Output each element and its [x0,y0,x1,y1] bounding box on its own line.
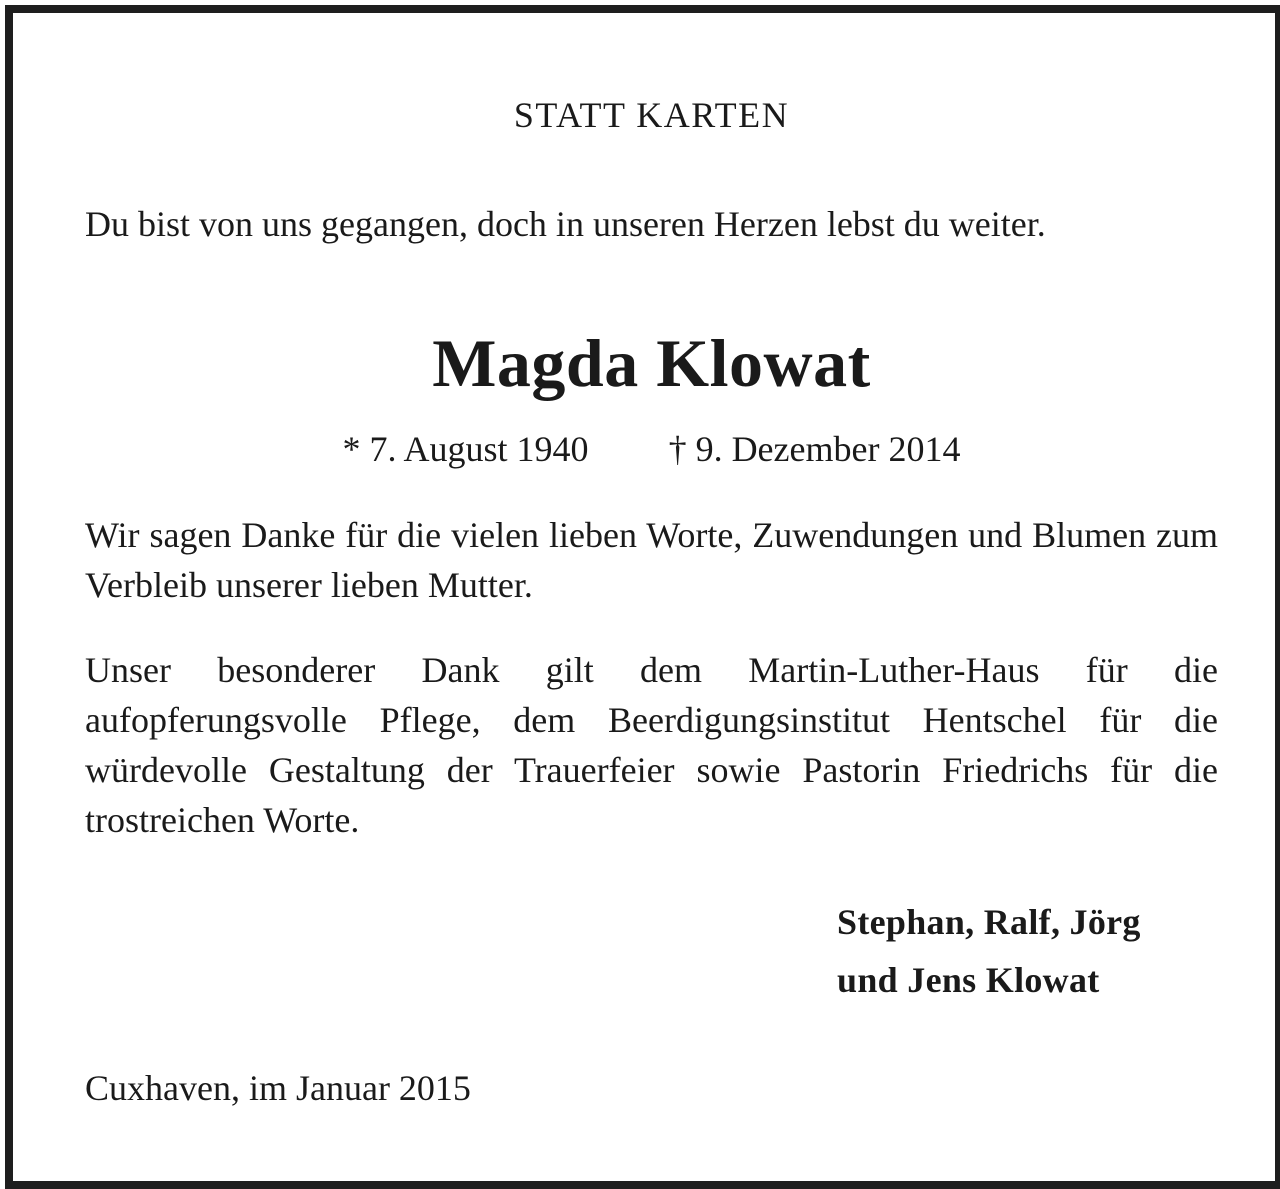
birth-date: * 7. August 1940 [342,429,589,469]
death-date: † 9. Dezember 2014 [668,429,961,469]
thanks-paragraph: Wir sagen Danke für die vielen lieben Worte, Zuwendungen und Blumen zum Verbleib unserer lieben Mutter. [85,515,1218,605]
signature [837,893,1141,1009]
special-thanks-paragraph: Unser besonderer Dank gilt dem Martin-Luther-Haus für die aufopferungsvolle Pflege, dem Beerdigungsinstitut Hentschel für die würdevolle Gestaltung der Trauerfeier sowie Pastorin Friedrichs für die trostreichen Worte. [85,650,1218,840]
notice-frame [5,5,1280,1189]
deceased-name: Magda Klowat [432,325,871,401]
signature-line-1: Stephan, Ralf, Jörg [837,902,1141,942]
header-statt-karten: STATT KARTEN [513,95,790,135]
life-dates [85,426,1218,472]
intro-text: Du bist von uns gegangen, doch in unseren Herzen lebst du weiter. [85,204,1046,244]
signature-line-2: und Jens Klowat [837,960,1100,1000]
place-date: Cuxhaven, im Januar 2015 [85,1068,471,1108]
